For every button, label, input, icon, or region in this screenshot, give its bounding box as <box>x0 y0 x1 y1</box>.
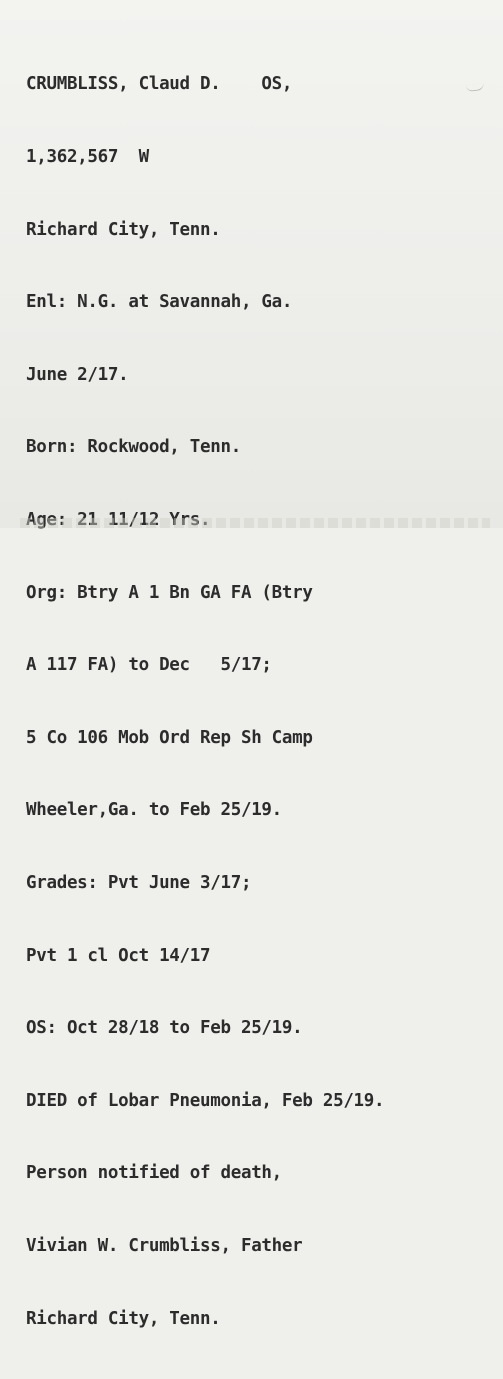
record-text <box>26 24 384 1379</box>
record-line-grades-1: Grades: Pvt June 3/17; <box>26 872 252 893</box>
record-line-service-number: 1,362,567 W <box>26 147 149 167</box>
record-line-enlistment: Enl: N.G. at Savannah, Ga. <box>26 292 293 313</box>
record-line-organization-4: Wheeler,Ga. to Feb 25/19. <box>26 800 282 821</box>
record-line-grades-2: Pvt 1 cl Oct 14/17 <box>26 945 211 966</box>
record-line-notified-residence: Richard City, Tenn. <box>26 1308 221 1329</box>
record-line-death: DIED of Lobar Pneumonia, Feb 25/19. <box>26 1090 385 1111</box>
record-line-notification: Person notified of death, <box>26 1163 282 1184</box>
record-line-organization-2: A 117 FA) to Dec 5/17; <box>26 655 272 676</box>
record-line-birthplace: Born: Rockwood, Tenn. <box>26 437 241 458</box>
record-line-residence: Richard City, Tenn. <box>26 219 221 240</box>
next-card-edge <box>20 518 490 528</box>
record-line-notified-person: Vivian W. Crumbliss, Father <box>26 1235 303 1256</box>
record-line-organization-1: Org: Btry A 1 Bn GA FA (Btry <box>26 582 313 603</box>
record-line-organization-3: 5 Co 106 Mob Ord Rep Sh Camp <box>26 727 313 748</box>
pencil-mark <box>466 83 485 92</box>
record-line-overseas: OS: Oct 28/18 to Feb 25/19. <box>26 1018 303 1039</box>
record-line-age: Age: 21 11/12 Yrs. <box>26 509 211 530</box>
record-line-enlistment-date: June 2/17. <box>26 364 129 385</box>
record-line-name: CRUMBLISS, Claud D. OS, <box>26 74 293 95</box>
